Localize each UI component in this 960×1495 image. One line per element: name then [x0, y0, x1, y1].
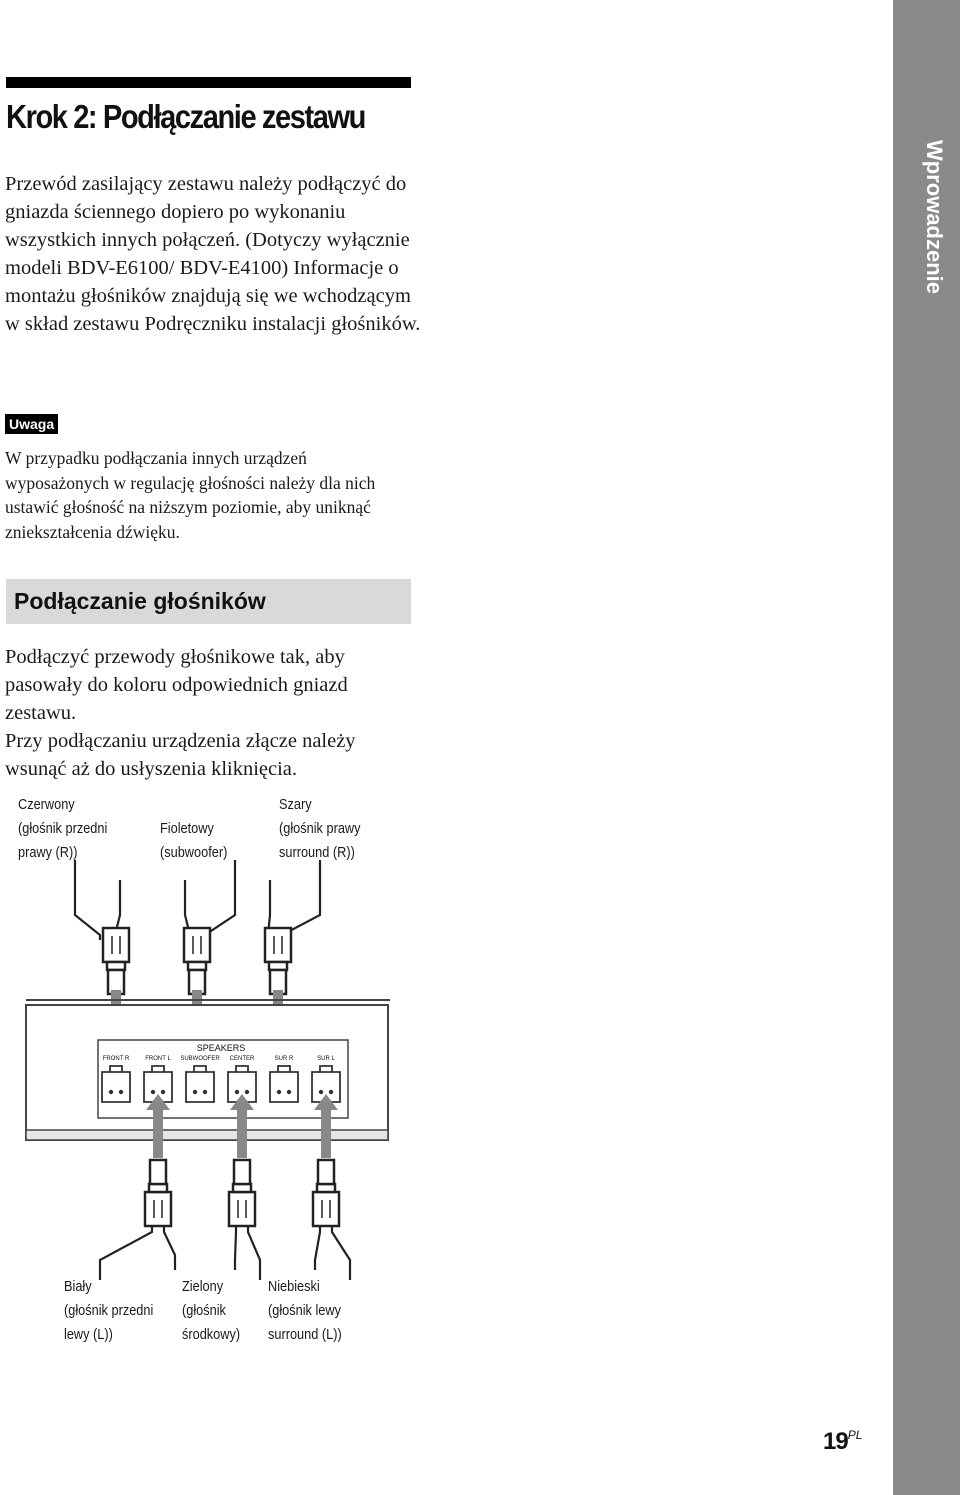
- sidebar-label: Wprowadzenie: [922, 140, 947, 295]
- plug-front-l: [145, 1160, 171, 1226]
- speaker-connection-diagram: [20, 860, 400, 1280]
- plug-center: [229, 1160, 255, 1226]
- section-title: Podłączanie głośników: [14, 588, 266, 614]
- plug-subwoofer: [184, 928, 210, 994]
- panel-header: SPEAKERS: [196, 1043, 246, 1053]
- page-title: Krok 2: Podłączanie zestawu: [6, 98, 365, 135]
- label-surround-left: Niebieski (głośnik lewy surround (L)): [268, 1278, 342, 1343]
- rear-panel: [26, 1000, 390, 1140]
- plug-front-r: [103, 928, 129, 994]
- note-badge: Uwaga: [5, 414, 58, 434]
- jack-label: FRONT R: [102, 1056, 130, 1062]
- connect-paragraph: Podłączyć przewody głośnikowe tak, aby pasowały do koloru odpowiednich gniazd zestawu. Przy podłączaniu urządzenia złącze należy wsunąć aż do usłyszenia kliknięcia.: [5, 646, 356, 780]
- intro-paragraph: Przewód zasilający zestawu należy podłączyć do gniazda ściennego dopiero po wykonaniu wszystkich innych połączeń. (Dotyczy wyłącznie modeli BDV-E6100/ BDV-E4100) Informacje o montażu głośników znajdują się we wchodzącym w skład zestawu Podręczniku instalacji głośników.: [5, 173, 421, 336]
- page-number-suffix: PL: [847, 1428, 863, 1442]
- bottom-cables: [100, 1226, 350, 1280]
- label-front-left: Biały (głośnik przedni lewy (L)): [64, 1278, 154, 1343]
- label-center: Zielony (głośnik środkowy): [182, 1278, 241, 1343]
- title-rule: [6, 77, 411, 88]
- jack-label: SUBWOOFER: [180, 1056, 220, 1062]
- jack-label: SUR R: [274, 1056, 294, 1062]
- jack-label: CENTER: [229, 1056, 255, 1062]
- jack-label: SUR L: [317, 1056, 335, 1062]
- section-header: [6, 579, 411, 624]
- page-number: [823, 1428, 862, 1456]
- label-subwoofer: Fioletowy (subwoofer): [160, 820, 228, 861]
- label-surround-right: Szary (głośnik prawy surround (R)): [279, 796, 361, 861]
- jack-label: FRONT L: [145, 1056, 171, 1062]
- plug-sur-l: [313, 1160, 339, 1226]
- plug-sur-r: [265, 928, 291, 994]
- note-paragraph: W przypadku podłączania innych urządzeń wyposażonych w regulację głośności należy dla nich ustawić głośność na niższym poziomie, aby uniknąć zniekształcenia dźwięku.: [5, 448, 376, 542]
- label-front-right: Czerwony (głośnik przedni prawy (R)): [18, 796, 108, 861]
- page-number-value: 19: [823, 1428, 848, 1455]
